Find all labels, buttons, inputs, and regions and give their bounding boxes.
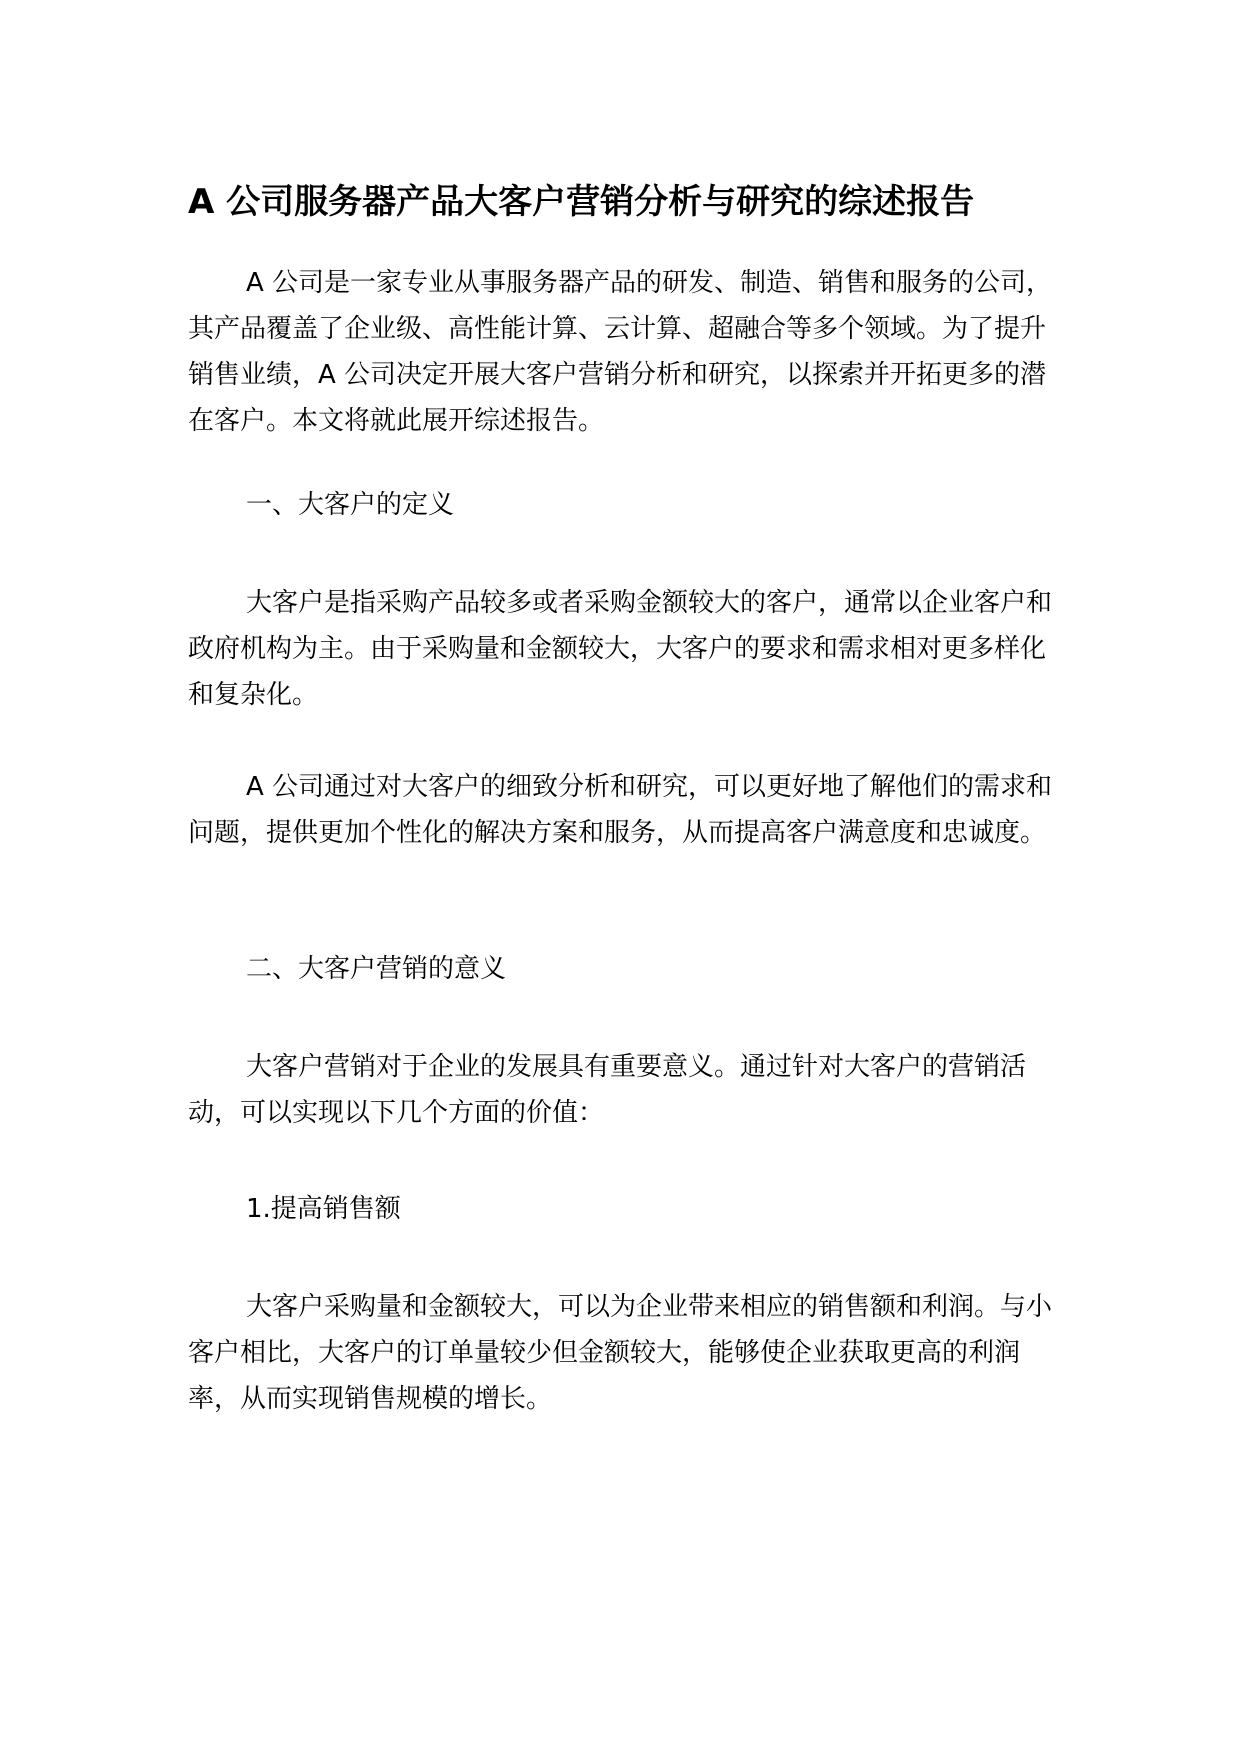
section1-heading: 一、大客户的定义: [246, 490, 455, 520]
item1-heading: 1.提高销售额: [246, 1194, 401, 1224]
section1-paragraph-1: 大客户是指采购产品较多或者采购金额较大的客户，通常以企业客户和政府机构为主。由于采购量和金额较大，大客户的要求和需求相对更多样化和复杂化。: [188, 588, 1053, 710]
section1-paragraph-2: A 公司通过对大客户的细致分析和研究，可以更好地了解他们的需求和问题，提供更加个性化的解决方案和服务，从而提高客户满意度和忠诚度。: [188, 772, 1053, 848]
document-title: A 公司服务器产品大客户营销分析与研究的综述报告: [188, 182, 975, 222]
section2-heading: 二、大客户营销的意义: [246, 954, 507, 984]
intro-paragraph: A 公司是一家专业从事服务器产品的研发、制造、销售和服务的公司，其产品覆盖了企业级、高性能计算、云计算、超融合等多个领域。为了提升销售业绩，A 公司决定开展大客户营销分析和研究，以探索并开拓更多的潜在客户。本文将就此展开综述报告。: [188, 268, 1053, 436]
section2-paragraph-1: 大客户营销对于企业的发展具有重要意义。通过针对大客户的营销活动，可以实现以下几个方面的价值：: [188, 1052, 1027, 1128]
item1-paragraph-1: 大客户采购量和金额较大，可以为企业带来相应的销售额和利润。与小客户相比，大客户的订单量较少但金额较大，能够使企业获取更高的利润率，从而实现销售规模的增长。: [188, 1292, 1053, 1414]
